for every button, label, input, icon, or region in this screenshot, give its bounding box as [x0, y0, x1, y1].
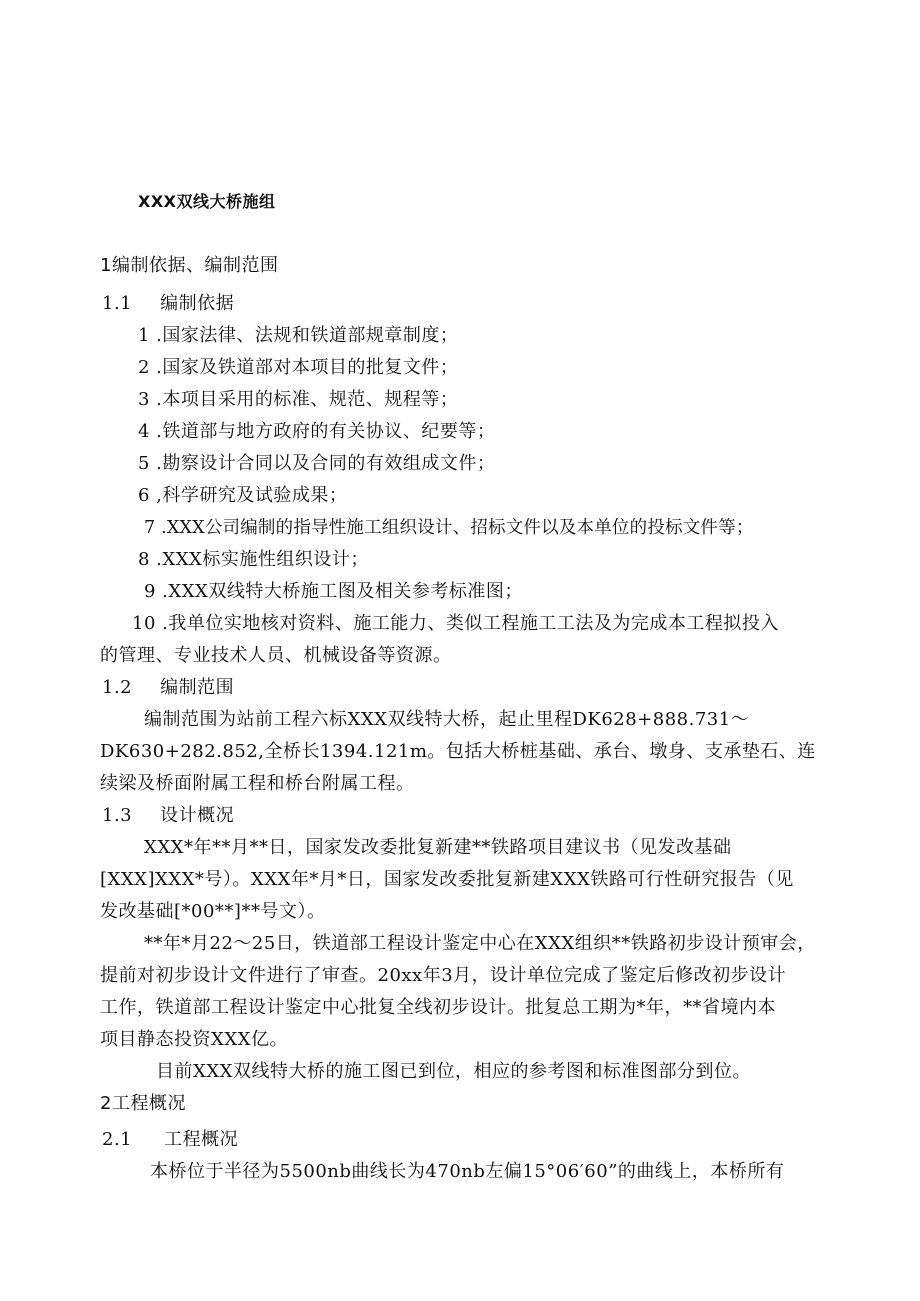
- design-paragraph-line: 发改基础[*00**]**号文）。: [100, 901, 326, 922]
- section-2-heading: 2工程概况: [100, 1093, 186, 1114]
- scope-paragraph-line: 编制范围为站前工程六标XXX双线特大桥，起止里程DK628+888.731～: [144, 709, 750, 730]
- document-title: XXX双线大桥施组: [138, 192, 276, 211]
- section-1-3-heading: [102, 804, 234, 828]
- basis-item: 8 .XXX标实施性组织设计；: [138, 549, 369, 570]
- design-paragraph-line: 项目静态投资XXX亿。: [100, 1029, 288, 1050]
- section-number: 1.2: [102, 677, 133, 698]
- basis-item: 2 .国家及铁道部对本项目的批复文件；: [138, 357, 459, 378]
- design-paragraph-line: XXX*年**月**日，国家发改委批复新建**铁路项目建议书（见发改基础: [144, 837, 732, 858]
- section-1-heading: 1编制依据、编制范围: [100, 255, 279, 276]
- basis-item: 3 .本项目采用的标准、规范、规程等；: [138, 389, 459, 410]
- section-title: 编制依据: [160, 293, 235, 314]
- design-paragraph-line: 工作，铁道部工程设计鉴定中心批复全线初步设计。批复总工期为*年，**省境内本: [100, 997, 776, 1018]
- overview-paragraph-line: 本桥位于半径为5500nb曲线长为470nb左偏15°06′60”的曲线上，本桥所有: [150, 1161, 785, 1182]
- section-1-2-heading: [102, 676, 234, 700]
- basis-item: 10 .我单位实地核对资料、施工能力、类似工程施工工法及为完成本工程拟投入: [132, 613, 779, 634]
- section-number: 2.1: [102, 1129, 133, 1150]
- basis-item: 9 .XXX双线特大桥施工图及相关参考标准图；: [144, 581, 523, 602]
- design-paragraph-line: [XXX]XXX*号）。XXX年*月*日，国家发改委批复新建XXX铁路可行性研究报告（见: [100, 869, 794, 890]
- basis-item: 7 .XXX公司编制的指导性施工组织设计、招标文件以及本单位的投标文件等；: [144, 518, 754, 538]
- section-1-1-heading: [102, 292, 234, 316]
- basis-item: 4 .铁道部与地方政府的有关协议、纪要等；: [138, 421, 496, 442]
- basis-item: 6 ,科学研究及试验成果；: [138, 485, 348, 506]
- section-title: 编制范围: [160, 677, 235, 698]
- design-paragraph-line: 目前XXX双线特大桥的施工图已到位，相应的参考图和标准图部分到位。: [156, 1061, 751, 1082]
- section-number: 1.1: [102, 293, 133, 314]
- section-number: 1.3: [102, 805, 133, 826]
- scope-paragraph-line: 续梁及桥面附属工程和桥台附属工程。: [100, 773, 415, 794]
- design-paragraph-line: 提前对初步设计文件进行了审查。20xx年3月，设计单位完成了鉴定后修改初步设计: [100, 965, 787, 986]
- basis-item: 1 .国家法律、法规和铁道部规章制度；: [138, 325, 459, 346]
- section-title: 工程概况: [164, 1129, 239, 1150]
- design-paragraph-line: **年*月22～25日，铁道部工程设计鉴定中心在XXX组织**铁路初步设计预审会，: [144, 933, 816, 954]
- scope-paragraph-line: DK630+282.852,全桥长1394.121m。包括大桥桩基础、承台、墩身、支承垫石、连: [100, 741, 816, 762]
- section-2-1-heading: [102, 1128, 238, 1152]
- basis-item-continued: 的管理、专业技术人员、机械设备等资源。: [100, 645, 452, 666]
- basis-item: 5 .勘察设计合同以及合同的有效组成文件；: [138, 453, 496, 474]
- section-title: 设计概况: [160, 805, 235, 826]
